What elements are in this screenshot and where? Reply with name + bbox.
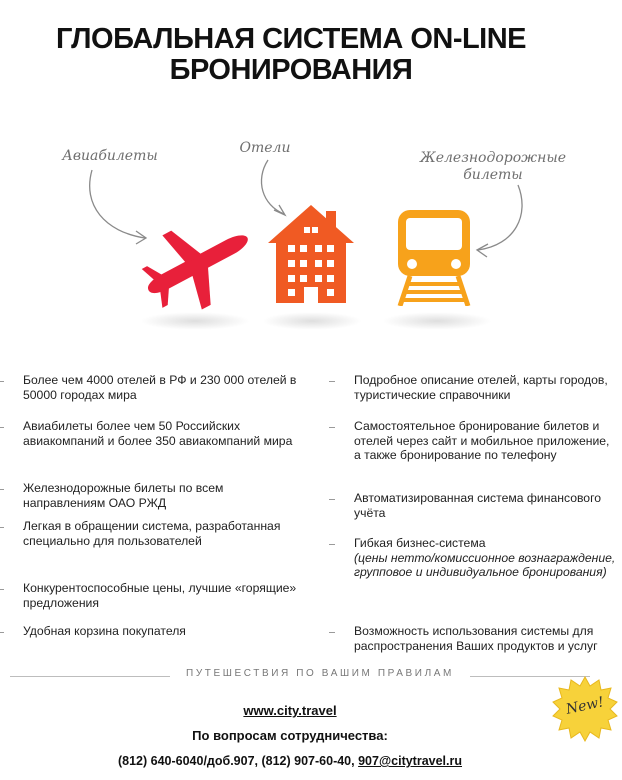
list-item	[23, 519, 308, 581]
list-item	[354, 624, 616, 654]
bullet-dash	[329, 427, 335, 428]
item-text: Авиабилеты более чем 50 Российских авиакомпаний и более 350 авиакомпаний мира	[23, 419, 293, 448]
caption-avia: Авиабилеты	[62, 148, 158, 164]
title-line-2: БРОНИРОВАНИЯ	[169, 54, 413, 86]
item-text: Гибкая бизнес-система	[354, 536, 486, 550]
house-icon	[268, 205, 354, 303]
slogan: ПУТЕШЕСТВИЯ ПО ВАШИМ ПРАВИЛАМ	[186, 668, 454, 679]
shadow-train	[382, 312, 492, 330]
list-item	[354, 536, 616, 624]
list-item	[23, 419, 308, 481]
item-text: Автоматизированная система финансового учёта	[354, 491, 602, 520]
new-badge	[552, 676, 618, 747]
arrow-avia	[90, 170, 145, 238]
item-text: Самостоятельное бронирование билетов и отелей через сайт и мобильное приложение, а также бронирование по телефону	[354, 419, 610, 462]
bullet-dash	[329, 499, 335, 500]
item-text: Удобная корзина покупателя	[23, 624, 186, 638]
item-text: Возможность использования системы для распространения Ваших продуктов и услуг	[354, 624, 598, 653]
list-item	[23, 481, 308, 519]
item-text: Легкая в обращении система, разработанная специально для пользователей	[23, 519, 281, 548]
shadow-house	[262, 312, 362, 330]
email-link[interactable]: 907@citytravel.ru	[358, 754, 463, 768]
caption-rail-line2: билеты	[463, 167, 523, 183]
list-item	[23, 373, 308, 419]
bullet-dash	[0, 381, 4, 382]
airplane-icon	[138, 218, 258, 310]
left-feature-list	[23, 373, 308, 644]
shadow-plane	[140, 312, 250, 330]
list-item	[354, 373, 616, 419]
badge-text: New!	[564, 694, 606, 718]
list-item	[23, 624, 308, 644]
arrow-rail	[478, 185, 522, 250]
bullet-dash	[329, 544, 335, 545]
contact-title: По вопросам сотрудничества:	[192, 728, 388, 743]
item-text: Железнодорожные билеты по всем направлениям ОАО РЖД	[23, 481, 224, 510]
bullet-dash	[0, 632, 4, 633]
bullet-dash	[0, 589, 4, 590]
item-text: Более чем 4000 отелей в РФ и 230 000 отелей в 50000 городах мира	[23, 373, 297, 402]
caption-rail-line1: Железнодорожные	[419, 150, 566, 166]
list-item	[354, 491, 616, 536]
contact-row	[0, 754, 580, 768]
arrow-rail-head	[477, 244, 488, 257]
item-text: Конкурентоспособные цены, лучшие «горящие» предложения	[23, 581, 297, 610]
caption-hotels: Отели	[239, 140, 291, 156]
website-row	[0, 703, 580, 718]
title-line-1: ГЛОБАЛЬНАЯ СИСТЕМА ON-LINE	[55, 23, 527, 55]
right-feature-list	[354, 373, 616, 654]
item-subtext: (цены нетто/комиссионное вознаграждение, групповое и индивидуальное бронирования)	[354, 550, 616, 579]
divider-left	[10, 676, 170, 677]
bullet-dash	[329, 632, 335, 633]
website-link[interactable]: www.city.travel	[243, 703, 337, 718]
train-icon	[396, 210, 472, 306]
bullet-dash	[0, 427, 4, 428]
bullet-dash	[0, 527, 4, 528]
item-text: Подробное описание отелей, карты городов, туристические справочники	[354, 373, 608, 402]
bullet-dash	[0, 489, 4, 490]
list-item	[23, 581, 308, 624]
phones: (812) 640-6040/доб.907, (812) 907-60-40,	[117, 754, 355, 768]
bullet-dash	[329, 381, 335, 382]
list-item	[354, 419, 616, 491]
